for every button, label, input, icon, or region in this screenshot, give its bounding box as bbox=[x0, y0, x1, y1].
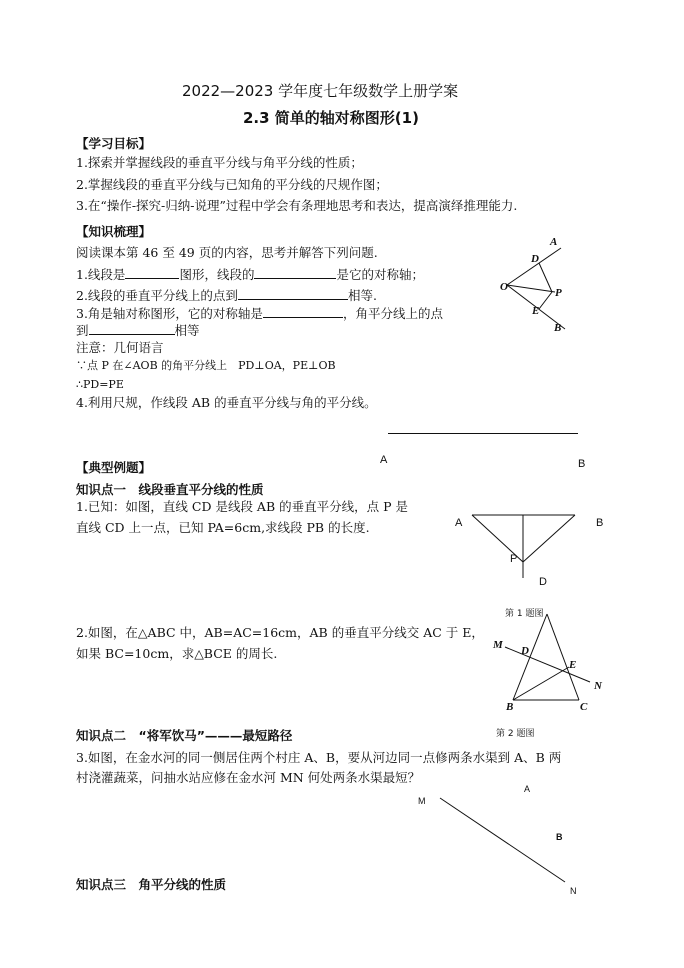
example-2-line-1: 2.如图，在△ABC 中，AB=AC=16cm，AB 的垂直平分线交 AC 于 E， bbox=[76, 625, 484, 640]
goal-item: 2.掌握线段的垂直平分线与已知角的平分线的尺规作图； bbox=[76, 177, 388, 192]
answer-blank[interactable] bbox=[263, 306, 343, 318]
knowledge-intro: 阅读课本第 46 至 49 页的内容，思考并解答下列问题. bbox=[76, 245, 378, 260]
because-statement: ∵点 P 在∠AOB 的角平分线上 PD⊥OA，PE⊥OB bbox=[76, 359, 336, 372]
figure-1 bbox=[470, 500, 580, 580]
segment-label-a: A bbox=[380, 454, 388, 466]
question-1 bbox=[76, 267, 424, 282]
answer-blank[interactable] bbox=[125, 267, 179, 279]
point-label-d: D bbox=[531, 253, 539, 265]
segment-label-b: B bbox=[578, 458, 586, 470]
knowledge-heading: 【知识梳理】 bbox=[76, 224, 152, 239]
fig1-label-p: P bbox=[510, 553, 518, 565]
point-label-b: B bbox=[554, 322, 562, 334]
q1-text-a: 1.线段是 bbox=[76, 267, 126, 282]
document-title: 2022—2023 学年度七年级数学上册学案 bbox=[182, 82, 459, 100]
example-1-line-2: 直线 CD 上一点，已知 PA=6cm,求线段 PB 的长度. bbox=[76, 520, 370, 535]
q3-text-d: 相等 bbox=[174, 323, 200, 338]
note-label: 注意：几何语言 bbox=[76, 340, 164, 355]
fig3-label-a: A bbox=[524, 784, 531, 794]
answer-blank[interactable] bbox=[238, 288, 348, 300]
goal-item: 1.探索并掌握线段的垂直平分线与角平分线的性质； bbox=[76, 155, 363, 170]
fig1-label-b: B bbox=[596, 517, 604, 529]
example-3-line-2: 村浇灌蔬菜，问抽水站应修在金水河 MN 何处两条水渠最短？ bbox=[76, 770, 421, 785]
goals-heading: 【学习目标】 bbox=[76, 136, 152, 151]
figure-2 bbox=[495, 610, 600, 705]
q3-text-b: ，角平分线上的点 bbox=[342, 306, 443, 321]
fig2-label-e: E bbox=[569, 659, 577, 671]
answer-blank[interactable] bbox=[89, 323, 175, 335]
fig2-label-c: C bbox=[580, 701, 588, 713]
fig2-label-b: B bbox=[506, 701, 514, 713]
q3-text-c: 到 bbox=[76, 323, 89, 338]
fig2-label-n: N bbox=[594, 680, 602, 692]
examples-heading: 【典型例题】 bbox=[76, 460, 152, 475]
fig3-label-b: B bbox=[556, 832, 563, 842]
question-4: 4.利用尺规，作线段 AB 的垂直平分线与角的平分线。 bbox=[76, 395, 377, 410]
fig2-label-m: M bbox=[493, 639, 503, 651]
point-label-o: O bbox=[500, 281, 508, 293]
figure-2-caption: 第 2 题图 bbox=[496, 729, 535, 739]
question-2 bbox=[76, 288, 377, 303]
q2-text-b: 相等. bbox=[347, 288, 377, 303]
q1-text-c: 是它的对称轴； bbox=[336, 267, 424, 282]
point-label-a: A bbox=[550, 236, 558, 248]
knowledge-point-2: 知识点二 “将军饮马”———最短路径 bbox=[76, 728, 293, 743]
answer-blank[interactable] bbox=[254, 267, 336, 279]
q2-text-a: 2.线段的垂直平分线上的点到 bbox=[76, 288, 238, 303]
example-3-line-1: 3.如图，在金水河的同一侧居住两个村庄 A、B，要从河边同一点修两条水渠到 A、B 两 bbox=[76, 750, 562, 765]
knowledge-point-1: 知识点一 线段垂直平分线的性质 bbox=[76, 482, 264, 497]
point-label-p: P bbox=[555, 287, 562, 299]
figure-1-caption: 第 1 题图 bbox=[505, 609, 544, 619]
fig2-label-d: D bbox=[521, 645, 529, 657]
fig1-label-d: D bbox=[539, 576, 547, 588]
fig3-label-n: N bbox=[570, 886, 577, 896]
q3-text-a: 3.角是轴对称图形，它的对称轴是 bbox=[76, 306, 263, 321]
therefore-statement: ∴PD=PE bbox=[76, 378, 124, 391]
q1-text-b: 图形，线段的 bbox=[179, 267, 255, 282]
example-1-line-1: 1.已知：如图，直线 CD 是线段 AB 的垂直平分线，点 P 是 bbox=[76, 499, 408, 514]
goal-item: 3.在“操作-探究-归纳-说理”过程中学会有条理地思考和表达，提高演绎推理能力. bbox=[76, 198, 518, 213]
fig3-label-m: M bbox=[418, 796, 426, 806]
lesson-title: 2.3 简单的轴对称图形(1) bbox=[243, 109, 419, 127]
knowledge-point-3: 知识点三 角平分线的性质 bbox=[76, 877, 227, 892]
fig1-label-a: A bbox=[455, 517, 463, 529]
question-3 bbox=[76, 306, 443, 321]
question-3-cont bbox=[76, 323, 200, 338]
example-2-line-2: 如果 BC=10cm，求△BCE 的周长. bbox=[76, 646, 278, 661]
segment-ab bbox=[388, 433, 578, 434]
point-label-e: E bbox=[532, 305, 540, 317]
